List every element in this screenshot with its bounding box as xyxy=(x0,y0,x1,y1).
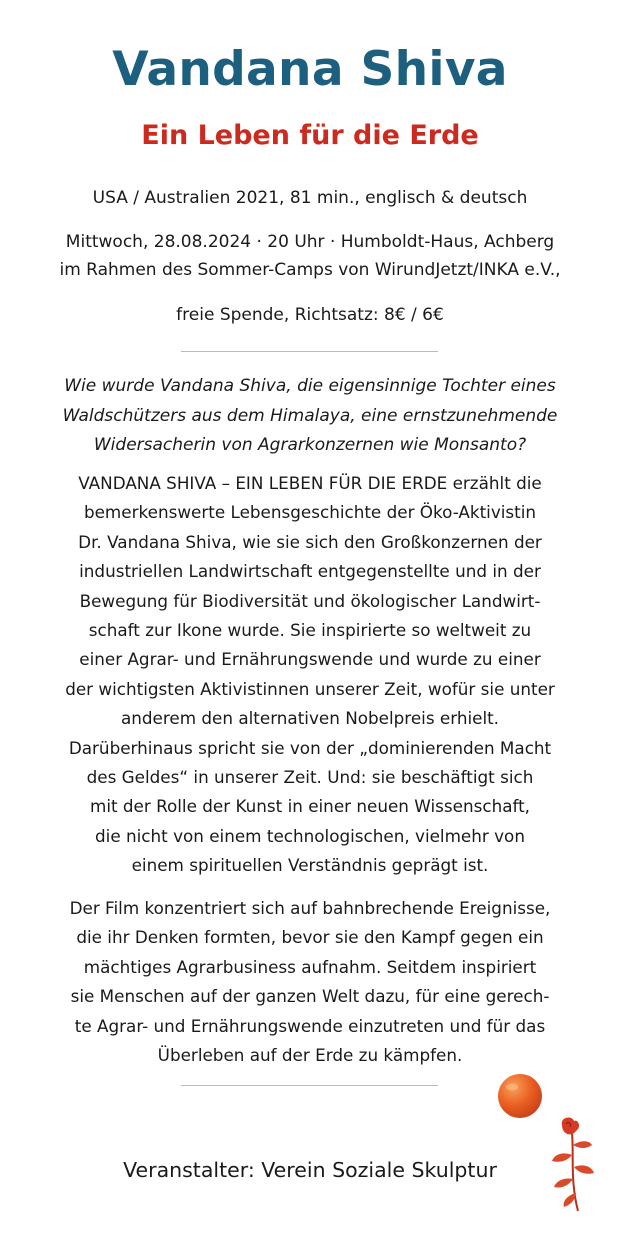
intro-line: Wie wurde Vandana Shiva, die eigensinnige Tochter eines xyxy=(64,376,556,396)
film-line: Überleben auf der Erde zu kämpfen. xyxy=(157,1045,463,1066)
film-line: sie Menschen auf der ganzen Welt dazu, für eine gerech- xyxy=(70,986,550,1007)
description-line: die nicht von einem technologischen, vielmehr von xyxy=(95,825,525,846)
description-line: der wichtigsten Aktivistinnen unserer Zeit, wofür sie unter xyxy=(65,678,555,699)
film-line: te Agrar- und Ernährungswende einzutreten und für das xyxy=(74,1015,546,1036)
description-line: anderem den alternativen Nobelpreis erhielt. xyxy=(120,708,500,729)
description-line: einer Agrar- und Ernährungswende und wurde zu einer xyxy=(79,649,541,670)
page-subtitle: Ein Leben für die Erde xyxy=(141,120,479,151)
divider-bottom xyxy=(181,1085,438,1086)
description-line: Dr. Vandana Shiva, wie sie sich den Großkonzernen der xyxy=(78,531,542,552)
orange-illustration-icon xyxy=(496,1072,544,1120)
event-line-1: Mittwoch, 28.08.2024 · 20 Uhr · Humboldt-Haus, Achberg xyxy=(65,232,555,252)
price-info: freie Spende, Richtsatz: 8€ / 6€ xyxy=(176,305,444,325)
intro-line: Waldschützers aus dem Himalaya, eine ernstzunehmende xyxy=(62,405,558,426)
description-line: einem spirituellen Verständnis geprägt ist. xyxy=(131,855,489,876)
event-line-2: im Rahmen des Sommer-Camps von WirundJetzt/INKA e.V., xyxy=(59,260,561,280)
page-title: Vandana Shiva xyxy=(112,42,508,97)
description-line: schaft zur Ikone wurde. Sie inspirierte so weltweit zu xyxy=(88,620,532,641)
organizer: Veranstalter: Verein Soziale Skulptur xyxy=(123,1158,497,1182)
film-line: die ihr Denken formten, bevor sie den Kampf gegen ein xyxy=(76,927,544,948)
description-line: Darüberhinaus spricht sie von der „dominierenden Macht xyxy=(68,737,552,758)
description-line: Bewegung für Biodiversität und ökologischer Landwirt- xyxy=(79,590,541,611)
intro-question xyxy=(0,372,620,461)
description-paragraph xyxy=(0,469,620,881)
event-details xyxy=(0,228,620,284)
description-line: industriellen Landwirtschaft entgegenstellte und in der xyxy=(79,561,541,582)
film-paragraph xyxy=(0,894,620,1070)
divider-top xyxy=(181,351,438,352)
description-line: VANDANA SHIVA – EIN LEBEN FÜR DIE ERDE erzählt die xyxy=(78,473,542,493)
film-line: mächtiges Agrarbusiness aufnahm. Seitdem inspiriert xyxy=(83,956,537,977)
description-line: bemerkenswerte Lebensgeschichte der Öko-Aktivistin xyxy=(83,502,537,523)
description-line: mit der Rolle der Kunst in einer neuen Wissenschaft, xyxy=(89,796,531,817)
description-line: des Geldes“ in unserer Zeit. Und: sie beschäftigt sich xyxy=(86,767,534,788)
film-info: USA / Australien 2021, 81 min., englisch & deutsch xyxy=(92,188,528,208)
film-line: Der Film konzentriert sich auf bahnbrechende Ereignisse, xyxy=(69,898,551,918)
intro-line: Widersacherin von Agrarkonzernen wie Monsanto? xyxy=(93,435,527,455)
